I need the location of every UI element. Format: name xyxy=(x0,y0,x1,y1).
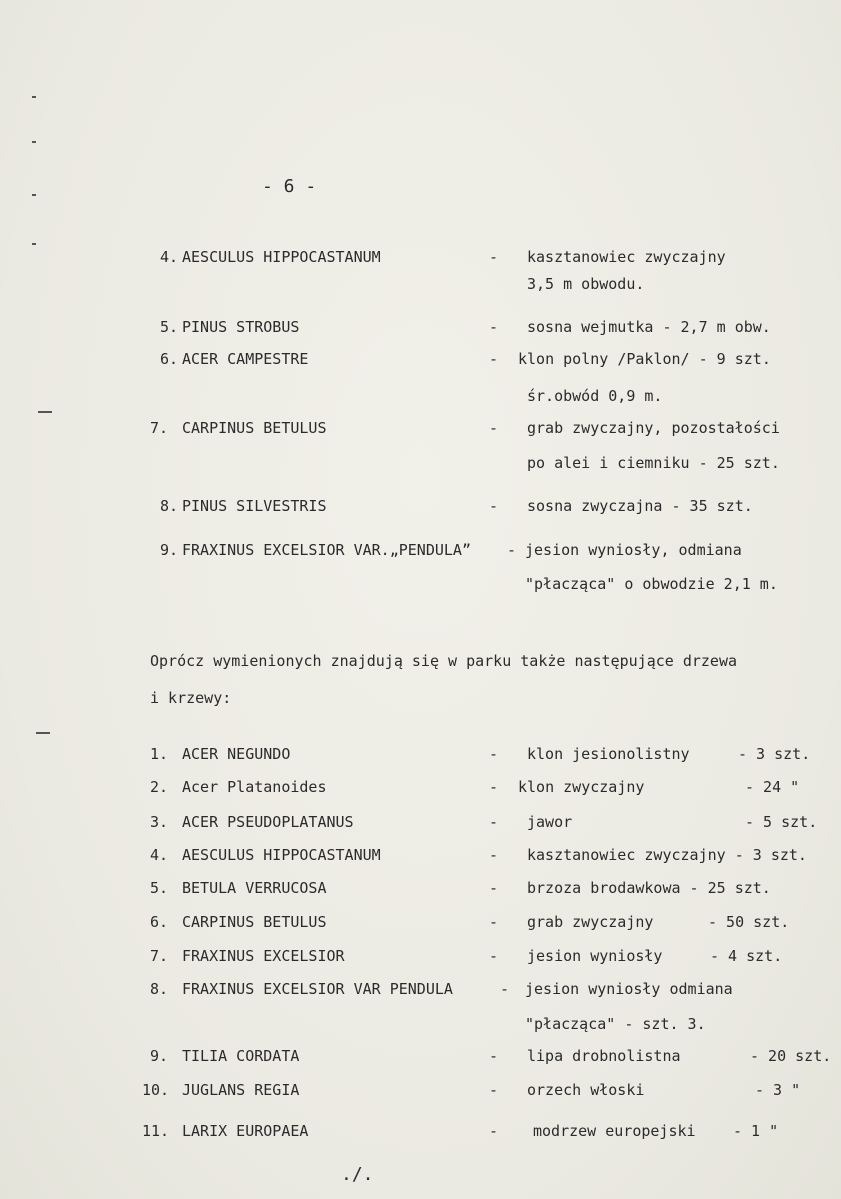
list-item-desc: brzoza brodawkowa - 25 szt. xyxy=(527,879,771,897)
list-item-latin: PINUS STROBUS xyxy=(182,318,300,336)
list-item-desc: jesion wyniosły xyxy=(527,947,663,965)
list-item-dash: - xyxy=(489,497,499,515)
list-item-desc: lipa drobnolistna xyxy=(527,1047,681,1065)
list-item-number: 4. xyxy=(160,248,179,266)
list-item-desc: klon polny /Paklon/ - 9 szt. xyxy=(518,350,771,368)
list-item-qty: - 1 " xyxy=(733,1122,779,1140)
list-item-desc-cont: "płacząca" o obwodzie 2,1 m. xyxy=(525,575,778,593)
continuation-mark: ./. xyxy=(341,1164,374,1185)
list-item-desc: kasztanowiec zwyczajny xyxy=(527,248,726,266)
margin-mark xyxy=(38,411,52,413)
list-item-number: 7. xyxy=(150,419,169,437)
list-item-latin: FRAXINUS EXCELSIOR xyxy=(182,947,345,965)
list-item-desc: jesion wyniosły odmiana xyxy=(525,980,733,998)
list-item-dash: - xyxy=(489,778,499,796)
list-item-number: 5. xyxy=(160,318,179,336)
list-item-number: 8. xyxy=(160,497,179,515)
list-item-latin: ACER NEGUNDO xyxy=(182,745,291,763)
list-item-dash: - xyxy=(489,947,499,965)
page-number: - 6 - xyxy=(262,176,317,197)
list-item-latin: ACER CAMPESTRE xyxy=(182,350,309,368)
list-item-latin: JUGLANS REGIA xyxy=(182,1081,300,1099)
list-item-dash: - xyxy=(500,980,510,998)
list-item-latin: BETULA VERRUCOSA xyxy=(182,879,327,897)
list-item-desc-cont: śr.obwód 0,9 m. xyxy=(527,387,663,405)
margin-mark xyxy=(32,96,36,98)
list-item-dash: - xyxy=(489,248,499,266)
paragraph-line: i krzewy: xyxy=(150,689,232,707)
list-item-desc: grab zwyczajny, pozostałości xyxy=(527,419,780,437)
list-item-number: 5. xyxy=(150,879,169,897)
list-item-dash: - xyxy=(489,1047,499,1065)
list-item-latin: ACER PSEUDOPLATANUS xyxy=(182,813,354,831)
list-item-latin: FRAXINUS EXCELSIOR VAR.„PENDULA” xyxy=(182,541,471,559)
list-item-qty: - 3 " xyxy=(755,1081,801,1099)
list-item-number: 3. xyxy=(150,813,169,831)
list-item-number: 9. xyxy=(160,541,179,559)
margin-mark xyxy=(32,141,36,143)
list-item-desc-cont: "płacząca" - szt. 3. xyxy=(525,1015,706,1033)
list-item-desc-cont: po alei i ciemniku - 25 szt. xyxy=(527,454,780,472)
list-item-number: 10. xyxy=(142,1081,170,1099)
list-item-desc: grab zwyczajny xyxy=(527,913,654,931)
list-item-number: 9. xyxy=(150,1047,169,1065)
list-item-dash: - xyxy=(507,541,517,559)
list-item-desc: sosna wejmutka - 2,7 m obw. xyxy=(527,318,771,336)
list-item-qty: - 50 szt. xyxy=(708,913,790,931)
list-item-dash: - xyxy=(489,1122,499,1140)
list-item-desc: jesion wyniosły, odmiana xyxy=(525,541,742,559)
list-item-latin: CARPINUS BETULUS xyxy=(182,913,327,931)
list-item-dash: - xyxy=(489,913,499,931)
list-item-number: 2. xyxy=(150,778,169,796)
list-item-qty: - 5 szt. xyxy=(745,813,818,831)
paragraph-line: Oprócz wymienionych znajdują się w parku także następujące drzewa xyxy=(150,652,737,670)
list-item-dash: - xyxy=(489,350,499,368)
list-item-latin: AESCULUS HIPPOCASTANUM xyxy=(182,248,381,266)
list-item-dash: - xyxy=(489,1081,499,1099)
list-item-desc-cont: 3,5 m obwodu. xyxy=(527,275,645,293)
list-item-number: 1. xyxy=(150,745,169,763)
list-item-latin: LARIX EUROPAEA xyxy=(182,1122,309,1140)
list-item-latin: TILIA CORDATA xyxy=(182,1047,300,1065)
list-item-number: 8. xyxy=(150,980,169,998)
list-item-latin: PINUS SILVESTRIS xyxy=(182,497,327,515)
margin-mark xyxy=(32,194,36,196)
list-item-desc: orzech włoski xyxy=(527,1081,645,1099)
list-item-desc: kasztanowiec zwyczajny - 3 szt. xyxy=(527,846,807,864)
list-item-number: 11. xyxy=(142,1122,170,1140)
list-item-latin: CARPINUS BETULUS xyxy=(182,419,327,437)
margin-mark xyxy=(36,732,50,734)
list-item-latin: Acer Platanoides xyxy=(182,778,327,796)
list-item-dash: - xyxy=(489,745,499,763)
list-item-number: 6. xyxy=(150,913,169,931)
list-item-number: 4. xyxy=(150,846,169,864)
list-item-desc: sosna zwyczajna - 35 szt. xyxy=(527,497,753,515)
list-item-dash: - xyxy=(489,419,499,437)
list-item-latin: FRAXINUS EXCELSIOR VAR PENDULA xyxy=(182,980,453,998)
list-item-number: 6. xyxy=(160,350,179,368)
list-item-qty: - 20 szt. xyxy=(750,1047,832,1065)
list-item-qty: - 3 szt. xyxy=(738,745,811,763)
list-item-desc: modrzew europejski xyxy=(533,1122,696,1140)
list-item-dash: - xyxy=(489,879,499,897)
list-item-latin: AESCULUS HIPPOCASTANUM xyxy=(182,846,381,864)
list-item-desc: klon jesionolistny xyxy=(527,745,690,763)
list-item-qty: - 4 szt. xyxy=(710,947,783,965)
list-item-desc: jawor xyxy=(527,813,573,831)
margin-mark xyxy=(32,243,36,245)
list-item-number: 7. xyxy=(150,947,169,965)
list-item-desc: klon zwyczajny xyxy=(518,778,645,796)
list-item-dash: - xyxy=(489,813,499,831)
list-item-dash: - xyxy=(489,318,499,336)
list-item-dash: - xyxy=(489,846,499,864)
list-item-qty: - 24 " xyxy=(745,778,800,796)
